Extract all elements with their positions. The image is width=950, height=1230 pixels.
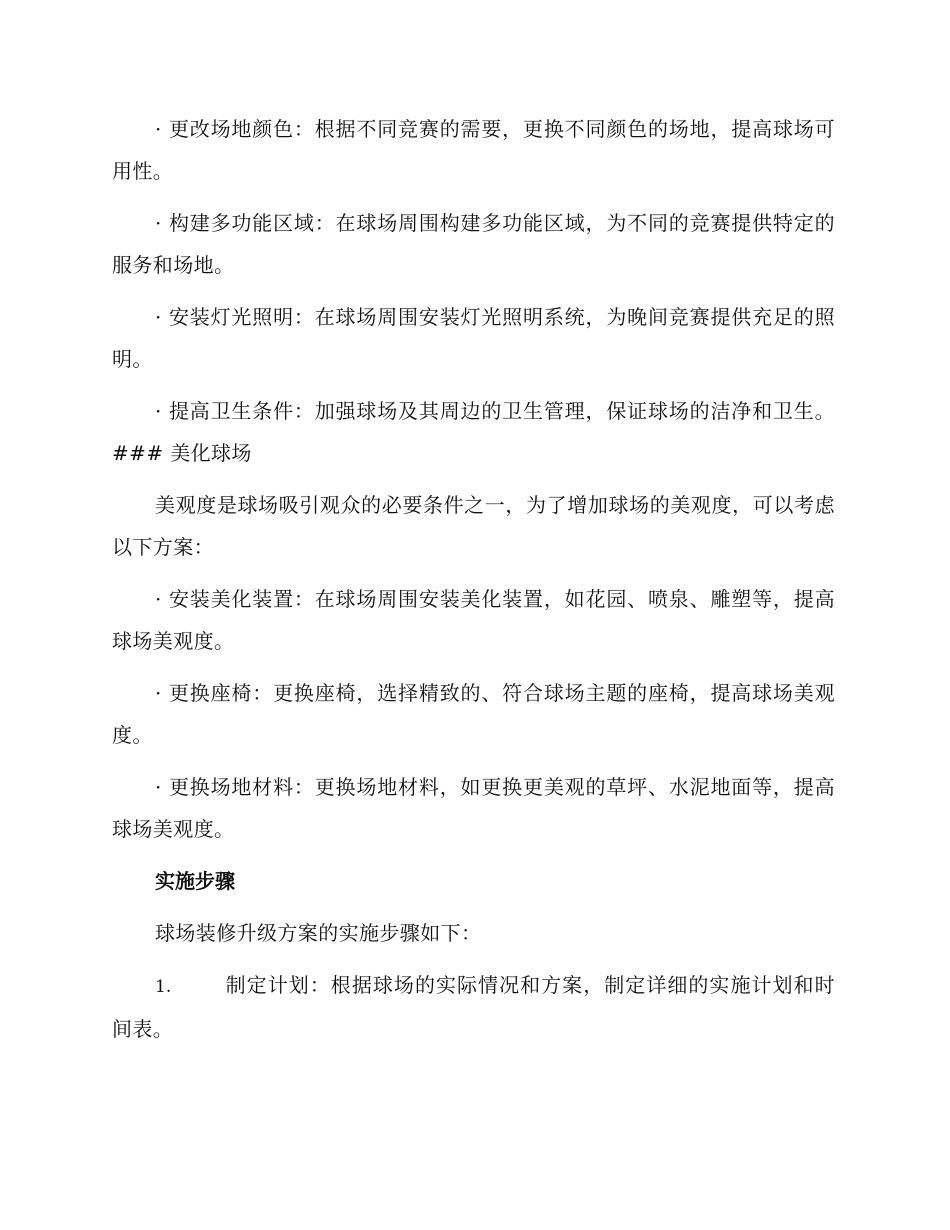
bullet-improve-hygiene: · 提高卫生条件：加强球场及其周边的卫生管理，保证球场的洁净和卫生。 ### 美化球场 (112, 399, 835, 465)
steps-intro-paragraph: 球场装修升级方案的实施步骤如下： (155, 921, 482, 945)
bullet-build-multifunction-area: · 构建多功能区域：在球场周围构建多功能区域，为不同的竞赛提供特定的服务和场地。 (112, 211, 835, 277)
bullet-change-field-color: · 更改场地颜色：根据不同竞赛的需要，更换不同颜色的场地，提高球场可用性。 (112, 117, 835, 183)
bullet-install-lighting: · 安装灯光照明：在球场周围安装灯光照明系统，为晚间竞赛提供充足的照明。 (112, 305, 835, 371)
bullet-replace-field-material: · 更换场地材料：更换场地材料，如更换更美观的草坪、水泥地面等，提高球场美观度。 (112, 775, 835, 841)
step-number: 1. (155, 977, 172, 997)
bullet-replace-seats: · 更换座椅：更换座椅，选择精致的、符合球场主题的座椅，提高球场美观度。 (112, 681, 835, 747)
document-page (112, 108, 835, 1060)
beautify-intro-paragraph: 美观度是球场吸引观众的必要条件之一，为了增加球场的美观度，可以考虑以下方案： (112, 493, 835, 559)
section-heading: 实施步骤 (155, 869, 235, 893)
bullet-install-decorations: · 安装美化装置：在球场周围安装美化装置，如花园、喷泉、雕塑等，提高球场美观度。 (112, 587, 835, 653)
step-text: 制定计划：根据球场的实际情况和方案，制定详细的实施计划和时间表。 (112, 973, 835, 1041)
numbered-step-item (112, 964, 835, 1050)
